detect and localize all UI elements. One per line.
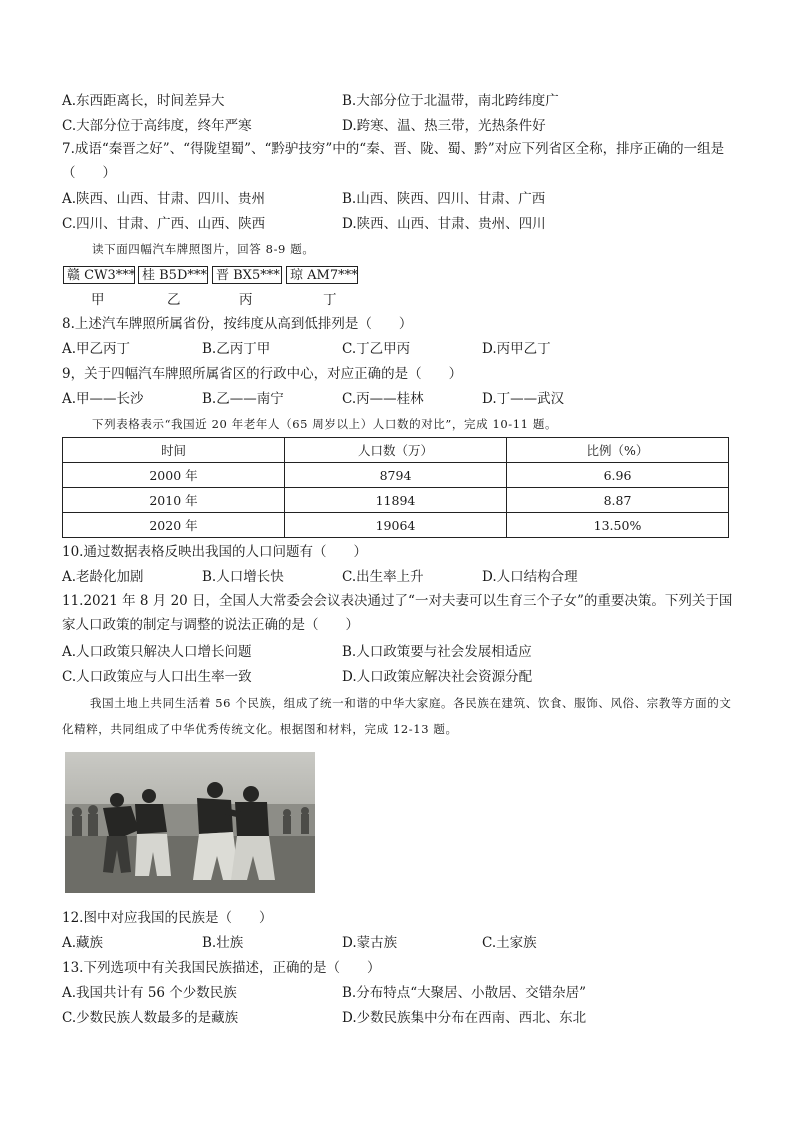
q12-option-d: D.蒙古族 — [342, 935, 398, 951]
q10-option-b: B.人口增长快 — [202, 569, 284, 585]
table-cell: 2000 年 — [63, 463, 285, 488]
q11-option-b: B.人口政策要与社会发展相适应 — [342, 644, 532, 660]
q12-option-c: C.土家族 — [482, 935, 537, 951]
q8-option-c: C.丁乙甲丙 — [342, 341, 411, 357]
q10-option-d: D.人口结构合理 — [482, 569, 578, 585]
license-plate-ding: 琼 AM7*** — [286, 266, 358, 284]
q8-stem: 8.上述汽车牌照所属省份，按纬度从高到低排列是（ ） — [62, 316, 413, 332]
table-cell: 19064 — [285, 513, 507, 538]
table-row — [63, 513, 729, 538]
q9-stem: 9，关于四幅汽车牌照所属省区的行政中心，对应正确的是（ ） — [62, 366, 463, 382]
q7-option-d: D.陕西、山西、甘肃、贵州、四川 — [342, 216, 546, 232]
table-header-cell: 比例（%） — [507, 438, 729, 463]
q10-option-c: C.出生率上升 — [342, 569, 424, 585]
q9-option-a: A.甲——长沙 — [62, 391, 144, 407]
q11-option-a: A.人口政策只解决人口增长问题 — [62, 644, 252, 660]
q10-option-a: A.老龄化加剧 — [62, 569, 144, 585]
q13-option-c: C.少数民族人数最多的是藏族 — [62, 1010, 239, 1026]
table-cell: 2010 年 — [63, 488, 285, 513]
q11-option-d: D.人口政策应解决社会资源分配 — [342, 669, 533, 685]
license-plate-bing: 晋 BX5*** — [212, 266, 282, 284]
table-header-row — [63, 438, 729, 463]
table-cell: 8.87 — [507, 488, 729, 513]
table-row — [63, 488, 729, 513]
q13-option-d: D.少数民族集中分布在西南、西北、东北 — [342, 1010, 587, 1026]
q12-option-a: A.藏族 — [62, 935, 104, 951]
intro-10-11: 下列表格表示“我国近 20 年老年人（65 周岁以上）人口数的对比”，完成 10-11 题。 — [92, 417, 558, 431]
license-plate-yi: 桂 B5D*** — [138, 266, 208, 284]
elderly-population-table — [62, 437, 729, 538]
q7-option-c: C.四川、甘肃、广西、山西、陕西 — [62, 216, 266, 232]
q8-option-a: A.甲乙丙丁 — [62, 341, 131, 357]
q6-option-a: A.东西距离长，时间差异大 — [62, 93, 225, 109]
q6-option-d: D.跨寒、温、热三带，光热条件好 — [342, 118, 546, 134]
plate-label-jia: 甲 — [91, 292, 105, 308]
q7-option-b: B.山西、陕西、四川、甘肃、广西 — [342, 191, 546, 207]
q10-stem: 10.通过数据表格反映出我国的人口问题有（ ） — [62, 544, 367, 560]
q13-option-a: A.我国共计有 56 个少数民族 — [62, 985, 237, 1001]
mongolian-wrestling-photo — [65, 752, 315, 893]
table-cell: 8794 — [285, 463, 507, 488]
table-header-cell: 时间 — [63, 438, 285, 463]
q7-option-a: A.陕西、山西、甘肃、四川、贵州 — [62, 191, 266, 207]
table-cell: 6.96 — [507, 463, 729, 488]
q8-option-b: B.乙丙丁甲 — [202, 341, 271, 357]
q11-stem: 11.2021 年 8 月 20 日，全国人大常委会会议表决通过了“一对夫妻可以生育三个子女”的重要决策。下列关于国家人口政策的制定与调整的说法正确的是（ ） — [62, 593, 733, 633]
intro-12-13: 我国土地上共同生活着 56 个民族，组成了统一和谐的中华大家庭。各民族在建筑、饮食、服饰、风俗、宗教等方面的文化精粹，共同组成了中华优秀传统文化。根据图和材料，完成 12-13 题。 — [62, 696, 732, 736]
q9-option-c: C.丙——桂林 — [342, 391, 424, 407]
q9-option-d: D.丁——武汉 — [482, 391, 565, 407]
q6-option-c: C.大部分位于高纬度，终年严寒 — [62, 118, 252, 134]
plate-label-ding: 丁 — [323, 292, 337, 308]
q12-stem: 12.图中对应我国的民族是（ ） — [62, 910, 273, 926]
table-cell: 2020 年 — [63, 513, 285, 538]
q6-option-b: B.大部分位于北温带，南北跨纬度广 — [342, 93, 559, 109]
q9-option-b: B.乙——南宁 — [202, 391, 284, 407]
license-plate-jia: 赣 CW3*** — [63, 266, 135, 284]
q7-stem: 7.成语“秦晋之好”、“得陇望蜀”、“黔驴技穷”中的“秦、晋、陇、蜀、黔”对应下列省区全称，排序正确的一组是（ ） — [62, 141, 725, 181]
wrestling-scene-illustration — [65, 752, 315, 893]
q13-option-b: B.分布特点“大聚居、小散居、交错杂居” — [342, 985, 587, 1001]
q8-option-d: D.丙甲乙丁 — [482, 341, 551, 357]
table-cell: 11894 — [285, 488, 507, 513]
table-cell: 13.50% — [507, 513, 729, 538]
table-row — [63, 463, 729, 488]
q12-option-b: B.壮族 — [202, 935, 244, 951]
intro-8-9: 读下面四幅汽车牌照图片，回答 8-9 题。 — [92, 242, 315, 256]
table-header-cell: 人口数（万） — [285, 438, 507, 463]
q11-option-c: C.人口政策应与人口出生率一致 — [62, 669, 252, 685]
q13-stem: 13.下列选项中有关我国民族描述，正确的是（ ） — [62, 960, 381, 976]
plate-label-yi: 乙 — [167, 292, 181, 308]
plate-label-bing: 丙 — [239, 292, 253, 308]
